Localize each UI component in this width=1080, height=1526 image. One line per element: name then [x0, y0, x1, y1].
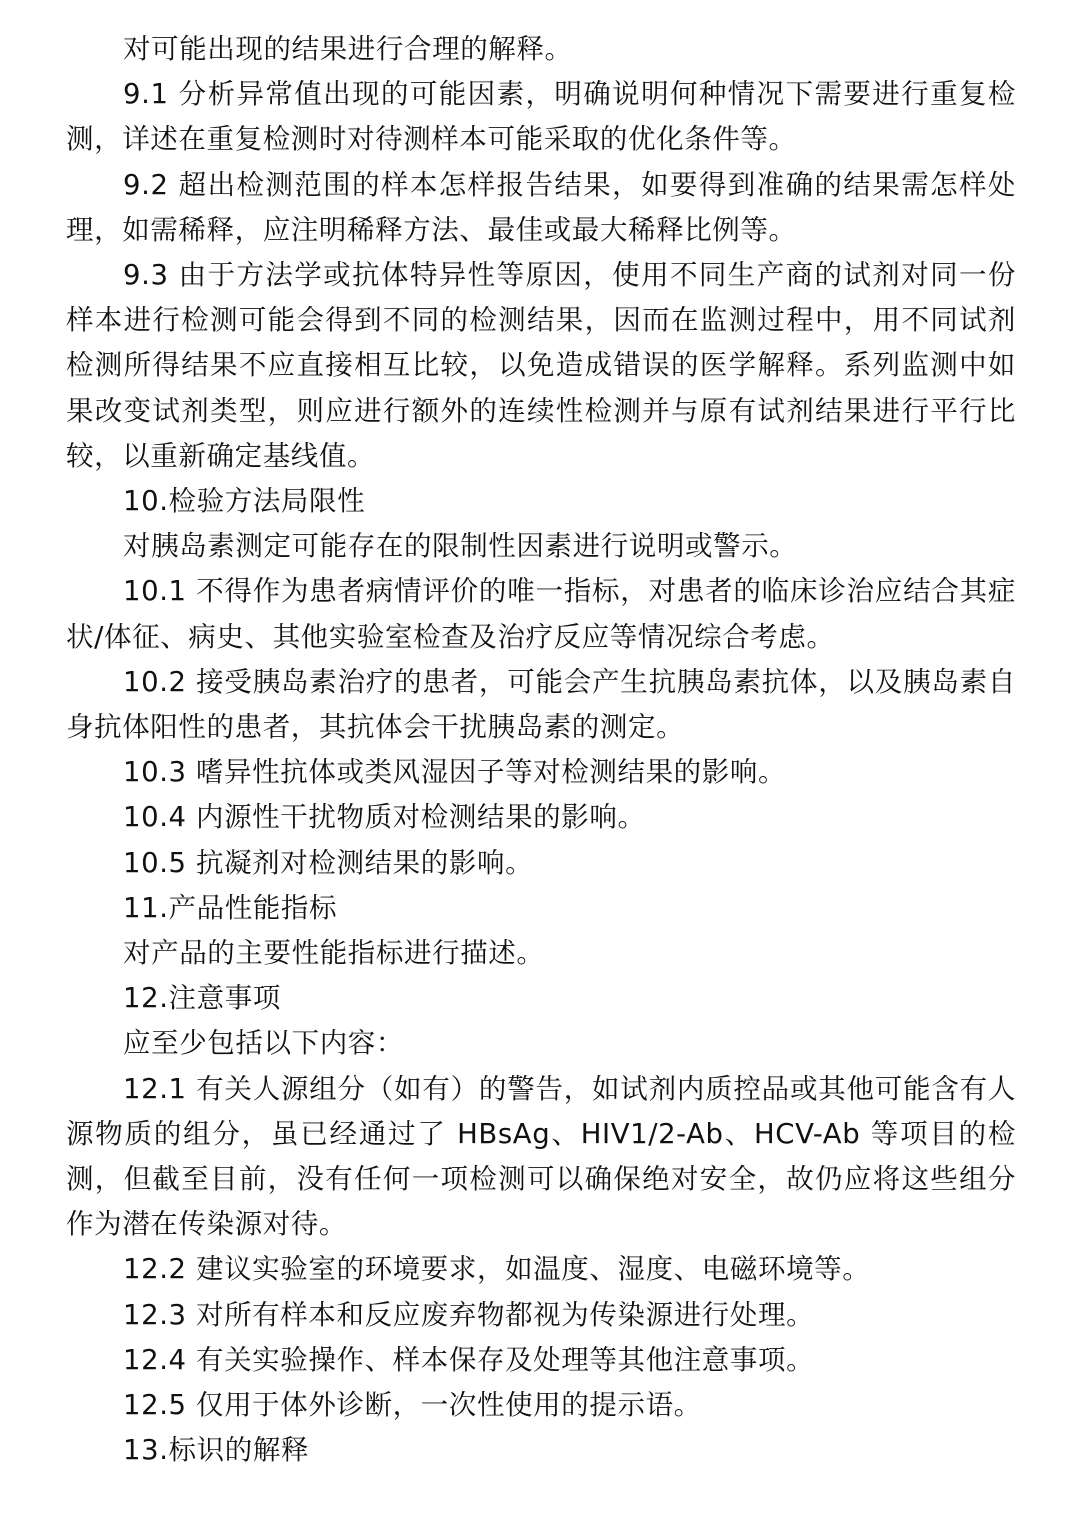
paragraph-9-1: 9.1 分析异常值出现的可能因素，明确说明何种情况下需要进行重复检测，详述在重复检测时对待测样本可能采取的优化条件等。: [66, 78, 1016, 156]
heading-12: 12.注意事项: [123, 982, 281, 1015]
paragraph-12-intro: 应至少包括以下内容：: [123, 1027, 404, 1060]
heading-13: 13.标识的解释: [123, 1434, 310, 1467]
paragraph-10-1: 10.1 不得作为患者病情评价的唯一指标，对患者的临床诊治应结合其症状/体征、病史、其他实验室检查及治疗反应等情况综合考虑。: [66, 575, 1016, 653]
paragraph-9-2: 9.2 超出检测范围的样本怎样报告结果，如要得到准确的结果需怎样处理，如需稀释，应注明稀释方法、最佳或最大稀释比例等。: [66, 168, 1016, 246]
paragraph-9-3: 9.3 由于方法学或抗体特异性等原因，使用不同生产商的试剂对同一份样本进行检测可能会得到不同的检测结果，因而在监测过程中，用不同试剂检测所得结果不应直接相互比较，以免造成错误的医学解释。系列监测中如果改变试剂类型，则应进行额外的连续性检测并与原有试剂结果进行平行比较，以重新确定基线值。: [66, 259, 1016, 472]
paragraph-12-2: 12.2 建议实验室的环境要求，如温度、湿度、电磁环境等。: [123, 1253, 871, 1286]
paragraph-10-intro: 对胰岛素测定可能存在的限制性因素进行说明或警示。: [123, 530, 798, 563]
heading-11: 11.产品性能指标: [123, 891, 338, 924]
paragraph-12-5: 12.5 仅用于体外诊断，一次性使用的提示语。: [123, 1389, 702, 1422]
paragraph-10-5: 10.5 抗凝剂对检测结果的影响。: [123, 846, 534, 879]
paragraph-12-4: 12.4 有关实验操作、样本保存及处理等其他注意事项。: [123, 1343, 815, 1376]
document-page: [66, 27, 1016, 1474]
paragraph-10-4: 10.4 内源性干扰物质对检测结果的影响。: [123, 801, 646, 834]
paragraph-12-3: 12.3 对所有样本和反应废弃物都视为传染源进行处理。: [123, 1298, 815, 1331]
paragraph-12-1: 12.1 有关人源组分（如有）的警告，如试剂内质控品或其他可能含有人源物质的组分，虽已经通过了 HBsAg、HIV1/2-Ab、HCV-Ab 等项目的检测，但截至目前，没有任何一项检测可以确保绝对安全，故仍应将这些组分作为潜在传染源对待。: [66, 1072, 1016, 1241]
paragraph-result-interpretation: 对可能出现的结果进行合理的解释。: [123, 33, 573, 65]
paragraph-11-intro: 对产品的主要性能指标进行描述。: [123, 937, 545, 970]
heading-10: 10.检验方法局限性: [123, 485, 366, 518]
paragraph-10-2: 10.2 接受胰岛素治疗的患者，可能会产生抗胰岛素抗体，以及胰岛素自身抗体阳性的患者，其抗体会干扰胰岛素的测定。: [66, 665, 1016, 744]
paragraph-10-3: 10.3 嗜异性抗体或类风湿因子等对检测结果的影响。: [123, 756, 787, 789]
